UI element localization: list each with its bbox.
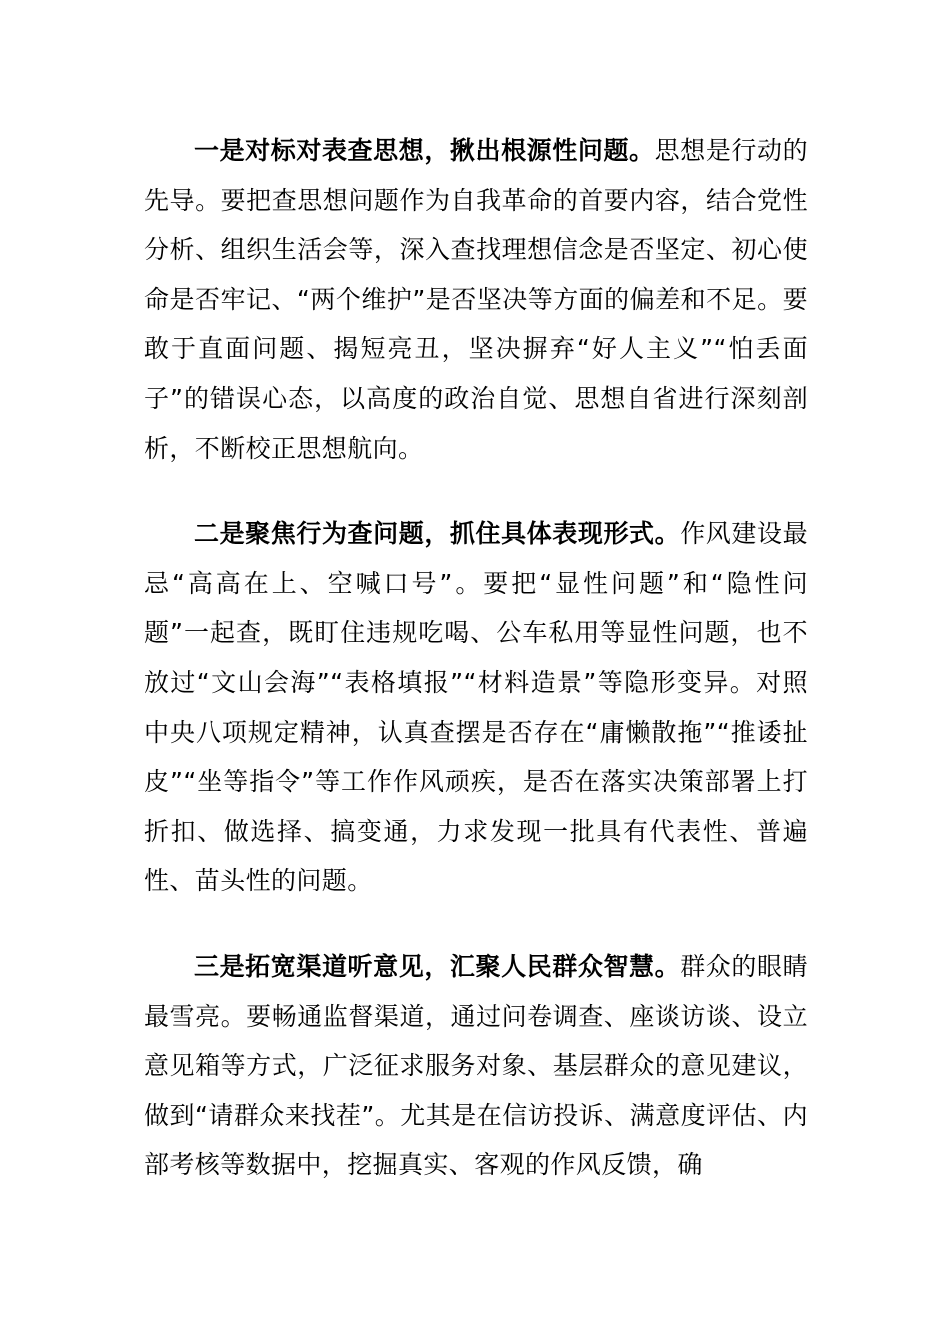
paragraph-3 (144, 942, 808, 1190)
paragraph-3-text: 群众的眼睛最雪亮。要畅通监督渠道，通过问卷调查、座谈访谈、设立意见箱等方式，广泛征求服务对象、基层群众的意见建议，做到“请群众来找茬”。尤其是在信访投诉、满意度评估、内部考核等数据中，挖掘真实、客观的作风反馈，确 (144, 951, 808, 1180)
paragraph-1 (144, 126, 808, 473)
paragraph-2 (144, 509, 808, 906)
paragraph-1-text: 思想是行动的先导。要把查思想问题作为自我革命的首要内容，结合党性分析、组织生活会等，深入查找理想信念是否坚定、初心使命是否牢记、“两个维护”是否坚决等方面的偏差和不足。要敢于直面问题、揭短亮丑，坚决摒弃“好人主义”“怕丢面子”的错误心态，以高度的政治自觉、思想自省进行深刻剖析，不断校正思想航向。 (144, 136, 808, 463)
paragraph-1-heading: 一是对标对表查思想，揪出根源性问题。 (194, 136, 655, 165)
paragraph-2-text: 作风建设最忌“高高在上、空喊口号”。要把“显性问题”和“隐性问题”一起查，既盯住违规吃喝、公车私用等显性问题，也不放过“文山会海”“表格填报”“材料造景”等隐形变异。对照中央八项规定精神，认真查摆是否存在“庸懒散拖”“推诿扯皮”“坐等指令”等工作作风顽疾，是否在落实决策部署上打折扣、做选择、搞变通，力求发现一批具有代表性、普遍性、苗头性的问题。 (144, 519, 808, 896)
paragraph-3-heading: 三是拓宽渠道听意见，汇聚人民群众智慧。 (194, 951, 681, 981)
document-body (144, 126, 808, 1190)
paragraph-2-heading: 二是聚焦行为查问题，抓住具体表现形式。 (194, 519, 681, 549)
